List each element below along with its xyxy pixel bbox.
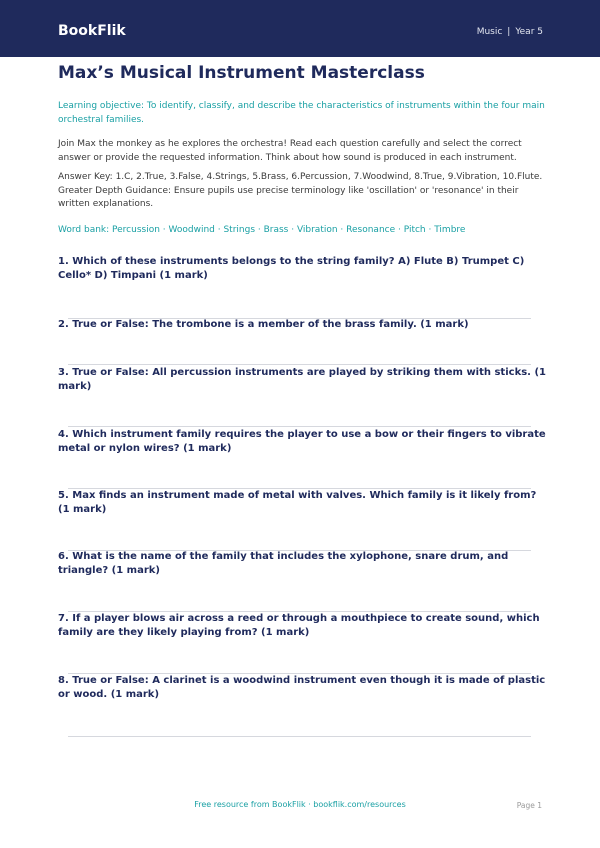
question-7: 7. If a player blows air across a reed or through a mouthpiece to create sound, which family are they likely playing from? (1 mark): [58, 613, 540, 638]
question-1: 1. Which of these instruments belongs to the string family? A) Flute B) Trumpet C) Cello* D) Timpani (1 mark): [58, 256, 525, 281]
question-5: 5. Max finds an instrument made of metal with valves. Which family is it likely from? (1 mark): [58, 490, 537, 515]
learning-objective: Learning objective: To identify, classify, and describe the characteristics of instruments within the four main orchestral families.: [58, 101, 545, 125]
answer-key: Answer Key: 1.C, 2.True, 3.False, 4.Strings, 5.Brass, 6.Percussion, 7.Woodwind, 8.True, 9.Vibration, 10.Flute. Greater Depth Guidance: Ensure pupils use precise terminology like 'oscillation' or 'resonance' in their written explanations.: [58, 172, 543, 209]
page-number: Page 1: [516, 801, 542, 810]
header-bar: [0, 0, 600, 57]
footer-resource-link[interactable]: Free resource from BookFlik · bookflik.com/resources: [194, 800, 406, 809]
question-6: 6. What is the name of the family that includes the xylophone, snare drum, and triangle? (1 mark): [58, 551, 509, 576]
worksheet-title: Max’s Musical Instrument Masterclass: [58, 63, 425, 83]
subject-label: Music: [476, 27, 503, 37]
question-3: 3. True or False: All percussion instruments are played by striking them with sticks. (1 mark): [58, 367, 546, 392]
header-separator: |: [507, 27, 511, 37]
word-bank: Word bank: Percussion · Woodwind · Strings · Brass · Vibration · Resonance · Pitch · Timbre: [58, 225, 466, 235]
answer-line-2: [68, 364, 531, 365]
intro-text: Join Max the monkey as he explores the orchestra! Read each question carefully and select the correct answer or provide the requested information. Think about how sound is produced in each instrument.: [58, 139, 522, 163]
brand-logo: BookFlik: [58, 23, 126, 39]
question-4: 4. Which instrument family requires the player to use a bow or their fingers to vibrate metal or nylon wires? (1 mark): [58, 429, 546, 454]
year-label: Year 5: [515, 27, 543, 37]
subject-year-label: [477, 27, 543, 37]
question-8: 8. True or False: A clarinet is a woodwind instrument even though it is made of plastic or wood. (1 mark): [58, 675, 546, 700]
question-2: 2. True or False: The trombone is a member of the brass family. (1 mark): [58, 319, 469, 330]
answer-line-3: [68, 426, 531, 427]
answer-line-8: [68, 736, 531, 737]
